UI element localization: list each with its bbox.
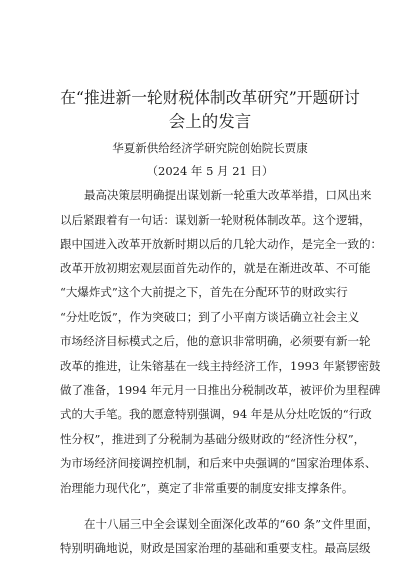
paragraph-1-line-7: 市场经济目标模式之后，他的意识非常明确，必须要有新一轮 <box>60 334 371 348</box>
document-date: （2024 年 5 月 21 日） <box>146 164 274 178</box>
paragraph-1-line-3: 跟中国进入改革开放新时期以后的几轮大动作，是完全一致的： <box>60 237 382 251</box>
paragraph-1-line-2: 以后紧跟着有一句话：谋划新一轮财税体制改革。这个逻辑， <box>60 213 371 227</box>
paragraph-1-line-12: 为市场经济间接调控机制，和后来中央强调的“国家治理体系、 <box>60 456 377 470</box>
paragraph-1-line-6: “分灶吃饭”，作为突破口；到了小平南方谈话确立社会主义 <box>60 310 360 324</box>
paragraph-2-line-1: 在十八届三中全会谋划全面深化改革的“60 条”文件里面， <box>84 517 379 531</box>
paragraph-2-line-2: 特别明确地说，财政是国家治理的基础和重要支柱。最高层级 <box>60 541 371 555</box>
document-author: 华夏新供给经济学研究院创始院长贾康 <box>112 141 308 155</box>
paragraph-1-line-5: “大爆炸式”这个大前提之下，首先在分配环节的财政实行 <box>60 285 348 299</box>
paragraph-1-line-1: 最高决策层明确提出谋划新一轮重大改革举措，口风出来 <box>84 188 372 202</box>
paragraph-1-line-4: 改革开放初期宏观层面首先动作的，就是在渐进改革、不可能 <box>60 261 371 275</box>
paragraph-1-line-8: 改革的推进，让朱镕基在一线主持经济工作，1993 年紧锣密鼓 <box>60 359 381 373</box>
paragraph-1-line-9: 做了准备，1994 年元月一日推出分税制改革，被评价为里程碑 <box>60 383 381 397</box>
paragraph-1-line-10: 式的大手笔。我的愿意特别强调，94 年是从分灶吃饭的“行政 <box>60 407 372 421</box>
paragraph-1-line-13: 治理能力现代化”，奠定了非常重要的制度安排支撑条件。 <box>60 481 354 495</box>
paragraph-1-line-11: 性分权”，推进到了分税制为基础分级财政的“经济性分权”， <box>60 432 366 446</box>
document-title-line-1: 在“推进新一轮财税体制改革研究”开题研讨 <box>60 88 360 107</box>
document-title-line-2: 会上的发言 <box>168 112 252 131</box>
